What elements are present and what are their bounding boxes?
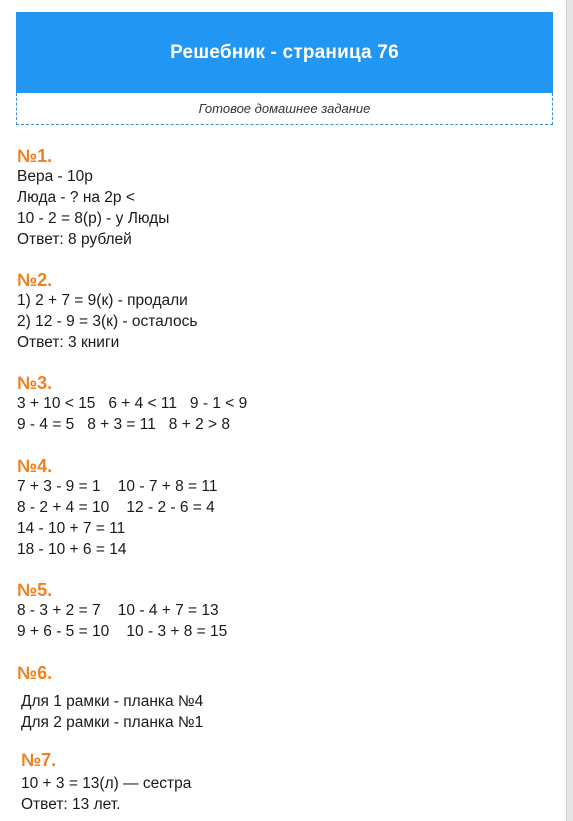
- task-6-title: №6.: [17, 663, 53, 683]
- page-subtitle: Готовое домашнее задание: [198, 101, 371, 116]
- task-4-line-2: 8 - 2 + 4 = 10 12 - 2 - 6 = 4: [17, 499, 215, 516]
- task-4-line-4: 18 - 10 + 6 = 14: [17, 541, 127, 558]
- page-title: Решебник - страница 76: [170, 41, 399, 63]
- task-3-title: №3.: [17, 373, 53, 393]
- task-5-line-2: 9 + 6 - 5 = 10 10 - 3 + 8 = 15: [17, 623, 228, 640]
- task-3-line-1: 3 + 10 < 15 6 + 4 < 11 9 - 1 < 9: [17, 395, 248, 412]
- task-1-line-1: Вера - 10р: [17, 168, 93, 185]
- task-1-line-2: Люда - ? на 2р <: [17, 189, 135, 206]
- subtitle-bar: [16, 93, 553, 125]
- task-4-line-1: 7 + 3 - 9 = 1 10 - 7 + 8 = 11: [17, 478, 218, 495]
- page-header: [16, 12, 553, 93]
- task-4-title: №4.: [17, 456, 53, 476]
- task-1-line-4: Ответ: 8 рублей: [17, 231, 132, 248]
- task-2-line-3: Ответ: 3 книги: [17, 334, 120, 351]
- task-2-title: №2.: [17, 270, 53, 290]
- task-6-line-2: Для 2 рамки - планка №1: [21, 714, 204, 731]
- task-4-line-3: 14 - 10 + 7 = 11: [17, 520, 126, 537]
- task-3-line-2: 9 - 4 = 5 8 + 3 = 11 8 + 2 > 8: [17, 416, 230, 433]
- task-1-line-3: 10 - 2 = 8(р) - у Люды: [17, 210, 170, 227]
- task-5-title: №5.: [17, 580, 53, 600]
- task-5-line-1: 8 - 3 + 2 = 7 10 - 4 + 7 = 13: [17, 602, 219, 619]
- scrollbar-track[interactable]: [566, 0, 573, 821]
- task-2-line-1: 1) 2 + 7 = 9(к) - продали: [17, 292, 188, 309]
- task-7-title: №7.: [21, 750, 57, 770]
- task-2-line-2: 2) 12 - 9 = 3(к) - осталось: [17, 313, 198, 330]
- task-1-title: №1.: [17, 146, 53, 166]
- task-7-line-1: 10 + 3 = 13(л) — сестра: [21, 775, 192, 792]
- task-6-line-1: Для 1 рамки - планка №4: [21, 693, 204, 710]
- task-7-line-2: Ответ: 13 лет.: [21, 796, 121, 813]
